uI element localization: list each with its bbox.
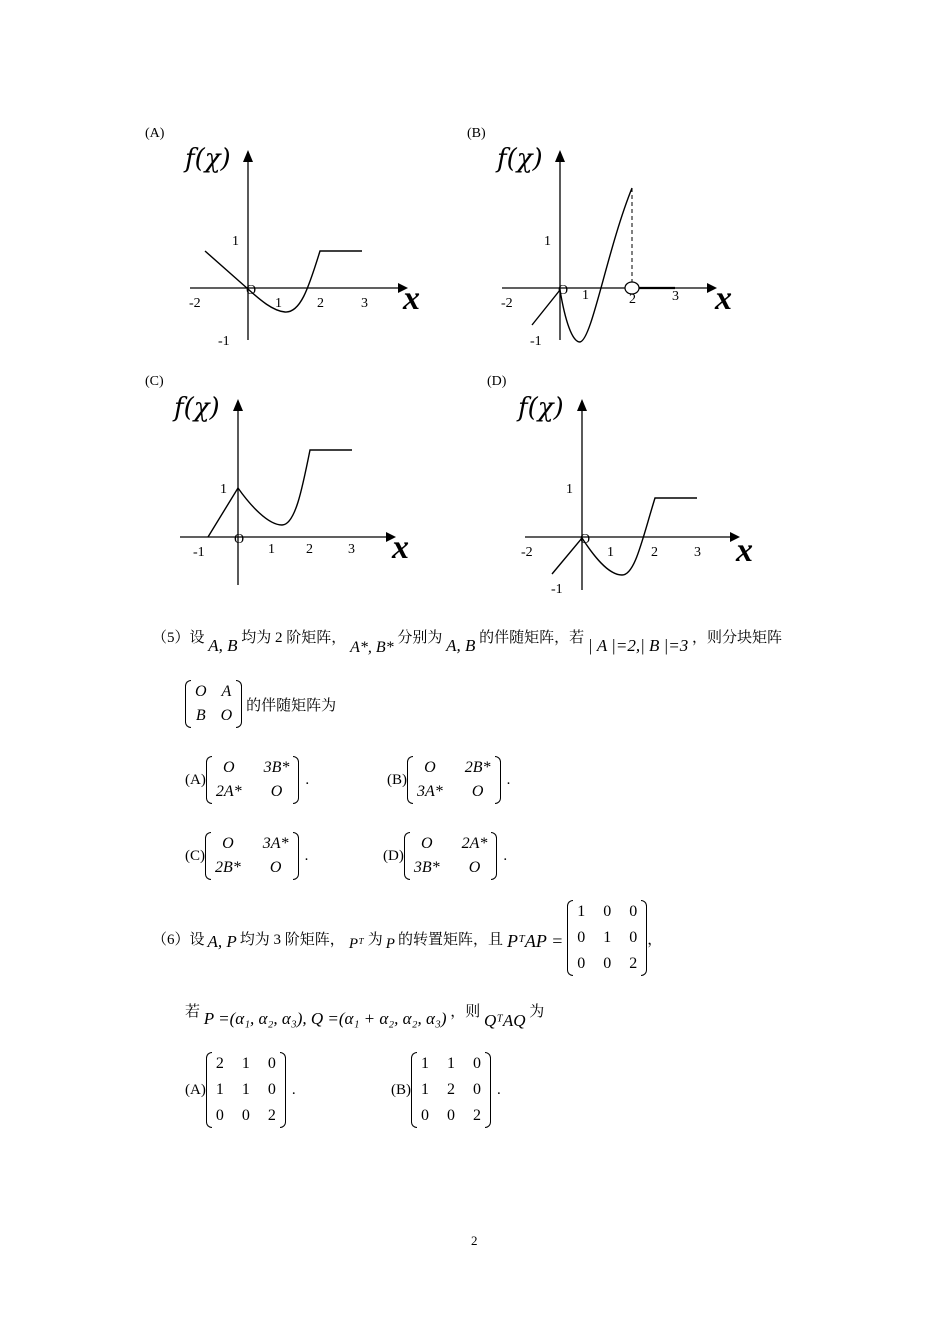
curve bbox=[208, 450, 352, 537]
y-axis-arrow bbox=[233, 399, 243, 411]
tick-x-2: 2 bbox=[306, 542, 313, 557]
tick-y-neg1: -1 bbox=[218, 334, 230, 349]
cell: 3B* bbox=[413, 859, 440, 876]
q5-block-matrix-line bbox=[185, 680, 336, 728]
graph-d-label: (D) bbox=[487, 374, 507, 389]
graph-b-plot bbox=[462, 130, 762, 390]
origin-label: O bbox=[234, 532, 245, 547]
dot: . bbox=[506, 771, 511, 788]
tick-x-3: 3 bbox=[348, 542, 355, 557]
cell: 1 bbox=[447, 1055, 455, 1072]
cell: 1 bbox=[577, 903, 586, 920]
dot: . bbox=[503, 847, 508, 864]
cell: 0 bbox=[215, 1107, 224, 1124]
q6-text-1: 均为 3 阶矩阵， bbox=[239, 931, 345, 948]
cell: 2 bbox=[267, 1107, 276, 1124]
cell: 0 bbox=[447, 1107, 455, 1124]
option-label: (A) bbox=[185, 771, 206, 788]
y-axis-arrow bbox=[243, 150, 253, 162]
cell: O bbox=[195, 683, 207, 700]
y-axis-arrow bbox=[555, 150, 565, 162]
cell: 0 bbox=[241, 1107, 250, 1124]
cell: O bbox=[424, 759, 436, 776]
graph-c-label: (C) bbox=[145, 374, 164, 389]
option-label: (B) bbox=[391, 1081, 411, 1098]
dot: . bbox=[304, 847, 309, 864]
cell: 2B* bbox=[464, 759, 491, 776]
tick-y-neg1: -1 bbox=[530, 334, 542, 349]
cell: 3A* bbox=[417, 783, 443, 800]
q5-number: （5）设 bbox=[152, 630, 205, 646]
origin-label: O bbox=[558, 283, 569, 298]
q6-option-b[interactable] bbox=[391, 1052, 501, 1128]
tick-x-2: 2 bbox=[651, 545, 658, 560]
cell: 0 bbox=[473, 1081, 481, 1098]
tick-x-1: 1 bbox=[582, 288, 589, 303]
tick-y-1: 1 bbox=[232, 234, 239, 249]
q5-condition: | A |=2,| B |=3 bbox=[587, 636, 689, 655]
cell: 2 bbox=[215, 1055, 224, 1072]
cell: 3A* bbox=[262, 835, 289, 852]
cell: 0 bbox=[629, 929, 638, 946]
cell: O bbox=[222, 835, 234, 852]
cell: 1 bbox=[421, 1081, 429, 1098]
option-matrix bbox=[411, 1052, 491, 1128]
tick-x-3: 3 bbox=[361, 296, 368, 311]
q6-number: （6）设 bbox=[152, 931, 205, 948]
origin-label: O bbox=[580, 532, 591, 547]
option-matrix bbox=[206, 1052, 286, 1128]
cell: 0 bbox=[629, 903, 638, 920]
tick-x-neg2: -2 bbox=[189, 296, 201, 311]
tick-x-2: 2 bbox=[317, 296, 324, 311]
cell: 2 bbox=[629, 955, 638, 972]
cell: B bbox=[195, 707, 206, 724]
graph-d-y-label: f(χ) bbox=[518, 393, 564, 423]
cell: 0 bbox=[577, 955, 586, 972]
y-axis-arrow bbox=[577, 399, 587, 411]
q5-text-5: 的伴随矩阵为 bbox=[246, 697, 337, 714]
q6-pq: P =(α₁, α₂, α₃), Q =(α₁ + α₂, α₂, α₃) bbox=[203, 1009, 447, 1028]
option-matrix bbox=[205, 832, 299, 880]
q6-qtaq: QᵀAQ bbox=[484, 1011, 526, 1030]
q5-option-a[interactable] bbox=[185, 756, 309, 804]
tick-x-2: 2 bbox=[629, 292, 636, 307]
tick-x-1: 1 bbox=[268, 542, 275, 557]
cell: 2 bbox=[473, 1107, 481, 1124]
cell: O bbox=[269, 859, 282, 876]
q6-comma: ， bbox=[647, 931, 663, 948]
x-axis-label: x bbox=[715, 280, 732, 317]
cell: 1 bbox=[241, 1081, 250, 1098]
cell: O bbox=[420, 835, 433, 852]
q6-ruo: 若 bbox=[185, 1004, 201, 1020]
tick-x-neg1: -1 bbox=[193, 545, 205, 560]
tick-y-1: 1 bbox=[566, 482, 573, 497]
q5-text-4: ，则分块矩阵 bbox=[692, 630, 783, 646]
q6-pt: Pᵀ bbox=[348, 935, 364, 952]
option-matrix bbox=[407, 756, 501, 804]
cell: O bbox=[222, 759, 235, 776]
q5-ab: A, B bbox=[208, 636, 238, 655]
cell: 1 bbox=[215, 1081, 224, 1098]
q5-text-1: 均为 2 阶矩阵， bbox=[241, 630, 347, 646]
q6-text-2: 为 bbox=[367, 931, 383, 948]
graph-c-y-label: f(χ) bbox=[174, 393, 220, 423]
q6-stem bbox=[152, 900, 662, 976]
q5-astar: A*, B* bbox=[350, 639, 394, 656]
cell: O bbox=[468, 859, 481, 876]
cell: 2 bbox=[447, 1081, 455, 1098]
x-axis-label: x bbox=[736, 532, 753, 569]
cell: 0 bbox=[473, 1055, 481, 1072]
cell: 0 bbox=[267, 1055, 276, 1072]
q5-option-d[interactable] bbox=[383, 832, 507, 880]
cell: 3B* bbox=[263, 759, 290, 776]
x-axis-label: x bbox=[392, 529, 409, 566]
dot: . bbox=[305, 771, 310, 788]
curve bbox=[205, 251, 362, 312]
cell: 1 bbox=[603, 929, 612, 946]
q6-ap: A, P bbox=[207, 932, 237, 951]
cell: 2A* bbox=[215, 783, 242, 800]
option-matrix bbox=[404, 832, 498, 880]
tick-x-neg2: -2 bbox=[501, 296, 513, 311]
tick-y-1: 1 bbox=[544, 234, 551, 249]
tick-x-1: 1 bbox=[607, 545, 614, 560]
cell: 2B* bbox=[215, 859, 241, 876]
tick-x-3: 3 bbox=[672, 289, 679, 304]
tick-y-neg1: -1 bbox=[551, 582, 563, 597]
tick-x-neg2: -2 bbox=[521, 545, 533, 560]
q6-text-3: 的转置矩阵，且 bbox=[397, 931, 503, 948]
cell: 0 bbox=[603, 903, 612, 920]
tick-x-1: 1 bbox=[275, 296, 282, 311]
cell: O bbox=[471, 783, 484, 800]
x-axis-label: x bbox=[403, 280, 420, 317]
graph-b-label: (B) bbox=[467, 126, 486, 141]
q6-ptap: PᵀAP = bbox=[506, 930, 564, 951]
q5-stem bbox=[152, 626, 783, 656]
graph-d-plot bbox=[490, 380, 790, 610]
page-number: 2 bbox=[471, 1233, 478, 1248]
cell: 0 bbox=[577, 929, 586, 946]
origin-label: O bbox=[246, 283, 257, 298]
cell: 0 bbox=[421, 1107, 429, 1124]
q5-ab2: A, B bbox=[446, 636, 476, 655]
dot: . bbox=[291, 1081, 296, 1098]
cell: 2A* bbox=[461, 835, 488, 852]
q6-ze: ，则 bbox=[450, 1004, 481, 1020]
graph-a-plot bbox=[150, 130, 450, 390]
q5-option-c[interactable] bbox=[185, 832, 308, 880]
q6-option-a[interactable] bbox=[185, 1052, 296, 1128]
q6-wei: 为 bbox=[529, 1004, 545, 1020]
cell: 0 bbox=[603, 955, 612, 972]
tick-x-3: 3 bbox=[694, 545, 701, 560]
cell: O bbox=[270, 783, 283, 800]
q6-condition-line bbox=[185, 1000, 545, 1030]
cell: O bbox=[220, 707, 233, 724]
option-label: (D) bbox=[383, 847, 404, 864]
tick-y-1: 1 bbox=[220, 482, 227, 497]
q6-matrix bbox=[567, 900, 647, 976]
q6-p: P bbox=[385, 935, 395, 952]
graph-a-label: (A) bbox=[145, 126, 165, 141]
cell: 1 bbox=[421, 1055, 429, 1072]
q5-block-matrix bbox=[185, 680, 242, 728]
cell: A bbox=[221, 683, 232, 700]
cell: 1 bbox=[241, 1055, 250, 1072]
graph-c-plot bbox=[150, 380, 450, 610]
cell: 0 bbox=[267, 1081, 276, 1098]
dot: . bbox=[497, 1081, 501, 1098]
q5-option-b[interactable] bbox=[387, 756, 510, 804]
q5-text-2: 分别为 bbox=[397, 630, 443, 646]
option-label: (B) bbox=[387, 771, 407, 788]
curve bbox=[532, 188, 632, 342]
graph-b-y-label: f(χ) bbox=[497, 144, 543, 174]
q5-text-3: 的伴随矩阵，若 bbox=[479, 630, 585, 646]
option-matrix bbox=[206, 756, 300, 804]
option-label: (A) bbox=[185, 1081, 206, 1098]
option-label: (C) bbox=[185, 847, 205, 864]
graph-a-y-label: f(χ) bbox=[185, 144, 231, 174]
